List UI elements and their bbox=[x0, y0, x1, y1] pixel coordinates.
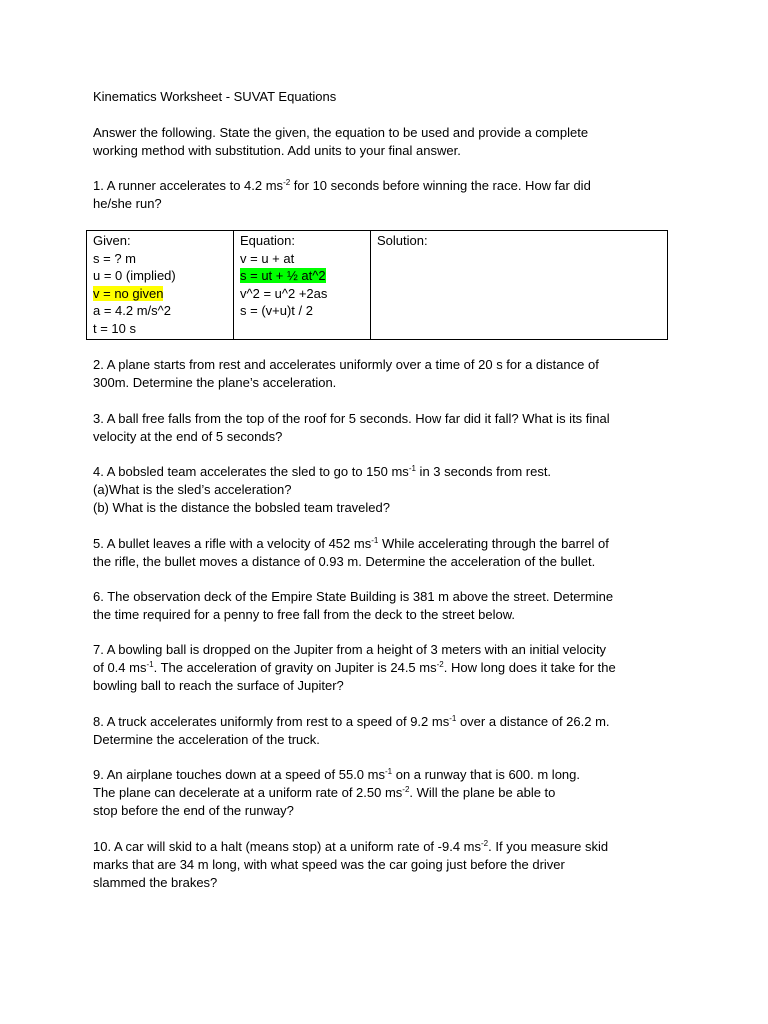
question-8-line-2: Determine the acceleration of the truck. bbox=[93, 732, 320, 747]
given-item: t = 10 s bbox=[93, 320, 136, 336]
worksheet-title: Kinematics Worksheet - SUVAT Equations bbox=[93, 89, 337, 104]
given-item: a = 4.2 m/s^2 bbox=[93, 303, 171, 319]
instructions-line-2: working method with substitution. Add units to your final answer. bbox=[93, 143, 461, 158]
question-7-line-3: bowling ball to reach the surface of Jupiter? bbox=[93, 678, 344, 693]
instructions-line-1: Answer the following. State the given, the equation to be used and provide a complete bbox=[93, 125, 589, 140]
question-9-line-3: stop before the end of the runway? bbox=[93, 803, 294, 818]
given-item: u = 0 (implied) bbox=[93, 268, 176, 284]
equation-cell bbox=[234, 231, 371, 340]
question-9-line-1: 9. An airplane touches down at a speed of 55.0 $ms^{-1}$ on a runway that is 600. m long. bbox=[93, 767, 580, 782]
question-7-line-1: 7. A bowling ball is dropped on the Jupiter from a height of 3 meters with an initial velocity bbox=[93, 642, 607, 657]
equation-item: s = (v+u)t / 2 bbox=[240, 303, 313, 319]
question-5-line-1: 5. A bullet leaves a rifle with a velocity of 452 $ms^{-1}$ While accelerating through the barrel of bbox=[93, 536, 609, 551]
given-cell bbox=[87, 231, 234, 340]
solution-cell bbox=[371, 231, 668, 340]
question-4-line-1: 4. A bobsled team accelerates the sled to go to 150 $ms^{-1}$ in 3 seconds from rest. bbox=[93, 464, 552, 479]
equation-item: v = u + at bbox=[240, 250, 295, 266]
question-3-line-2: velocity at the end of 5 seconds? bbox=[93, 429, 283, 444]
solution-header: Solution: bbox=[377, 233, 428, 248]
question-2-line-1: 2. A plane starts from rest and accelerates uniformly over a time of 20 s for a distance of bbox=[93, 357, 599, 372]
question-3-line-1: 3. A ball free falls from the top of the roof for 5 seconds. How far did it fall? What is its final bbox=[93, 411, 610, 426]
question-4-line-3: (b) What is the distance the bobsled team traveled? bbox=[93, 500, 390, 515]
question-10-line-2: marks that are 34 m long, with what speed was the car going just before the driver bbox=[93, 857, 565, 872]
given-equation-solution-table bbox=[86, 230, 668, 340]
given-item-highlighted: v = no given bbox=[93, 285, 164, 301]
question-5-line-2: the rifle, the bullet moves a distance of 0.93 m. Determine the acceleration of the bullet. bbox=[93, 554, 596, 569]
question-1-line-2: he/she run? bbox=[93, 196, 162, 211]
question-8-line-1: 8. A truck accelerates uniformly from rest to a speed of 9.2 $ms^{-1}$ over a distance of 26.2 m. bbox=[93, 714, 610, 729]
question-4-line-2: (a)What is the sled’s acceleration? bbox=[93, 482, 292, 497]
equation-item-highlighted: s = ut + ½ at^2 bbox=[240, 268, 326, 284]
given-header: Given: bbox=[93, 233, 131, 248]
given-item: s = ? m bbox=[93, 250, 136, 266]
question-7-line-2: of 0.4 $ms^{-1}$. The acceleration of gravity on Jupiter is 24.5 $ms^{-2}$. How long does it take for the bbox=[93, 660, 616, 675]
equation-header: Equation: bbox=[240, 233, 295, 248]
question-6-line-1: 6. The observation deck of the Empire State Building is 381 m above the street. Determine bbox=[93, 589, 614, 604]
question-1-line-1: 1. A runner accelerates to 4.2 $ms^{-2}$ for 10 seconds before winning the race. How far did bbox=[93, 178, 591, 193]
question-10-line-3: slammed the brakes? bbox=[93, 875, 218, 890]
equation-item: v^2 = u^2 +2as bbox=[240, 285, 328, 301]
question-6-line-2: the time required for a penny to free fall from the deck to the street below. bbox=[93, 607, 516, 622]
question-10-line-1: 10. A car will skid to a halt (means stop) at a uniform rate of -9.4 $ms^{-2}$. If you measure skid bbox=[93, 839, 609, 854]
question-2-line-2: 300m. Determine the plane’s acceleration. bbox=[93, 375, 337, 390]
question-9-line-2: The plane can decelerate at a uniform rate of 2.50 $ms^{-2}$. Will the plane be able to bbox=[93, 785, 556, 800]
